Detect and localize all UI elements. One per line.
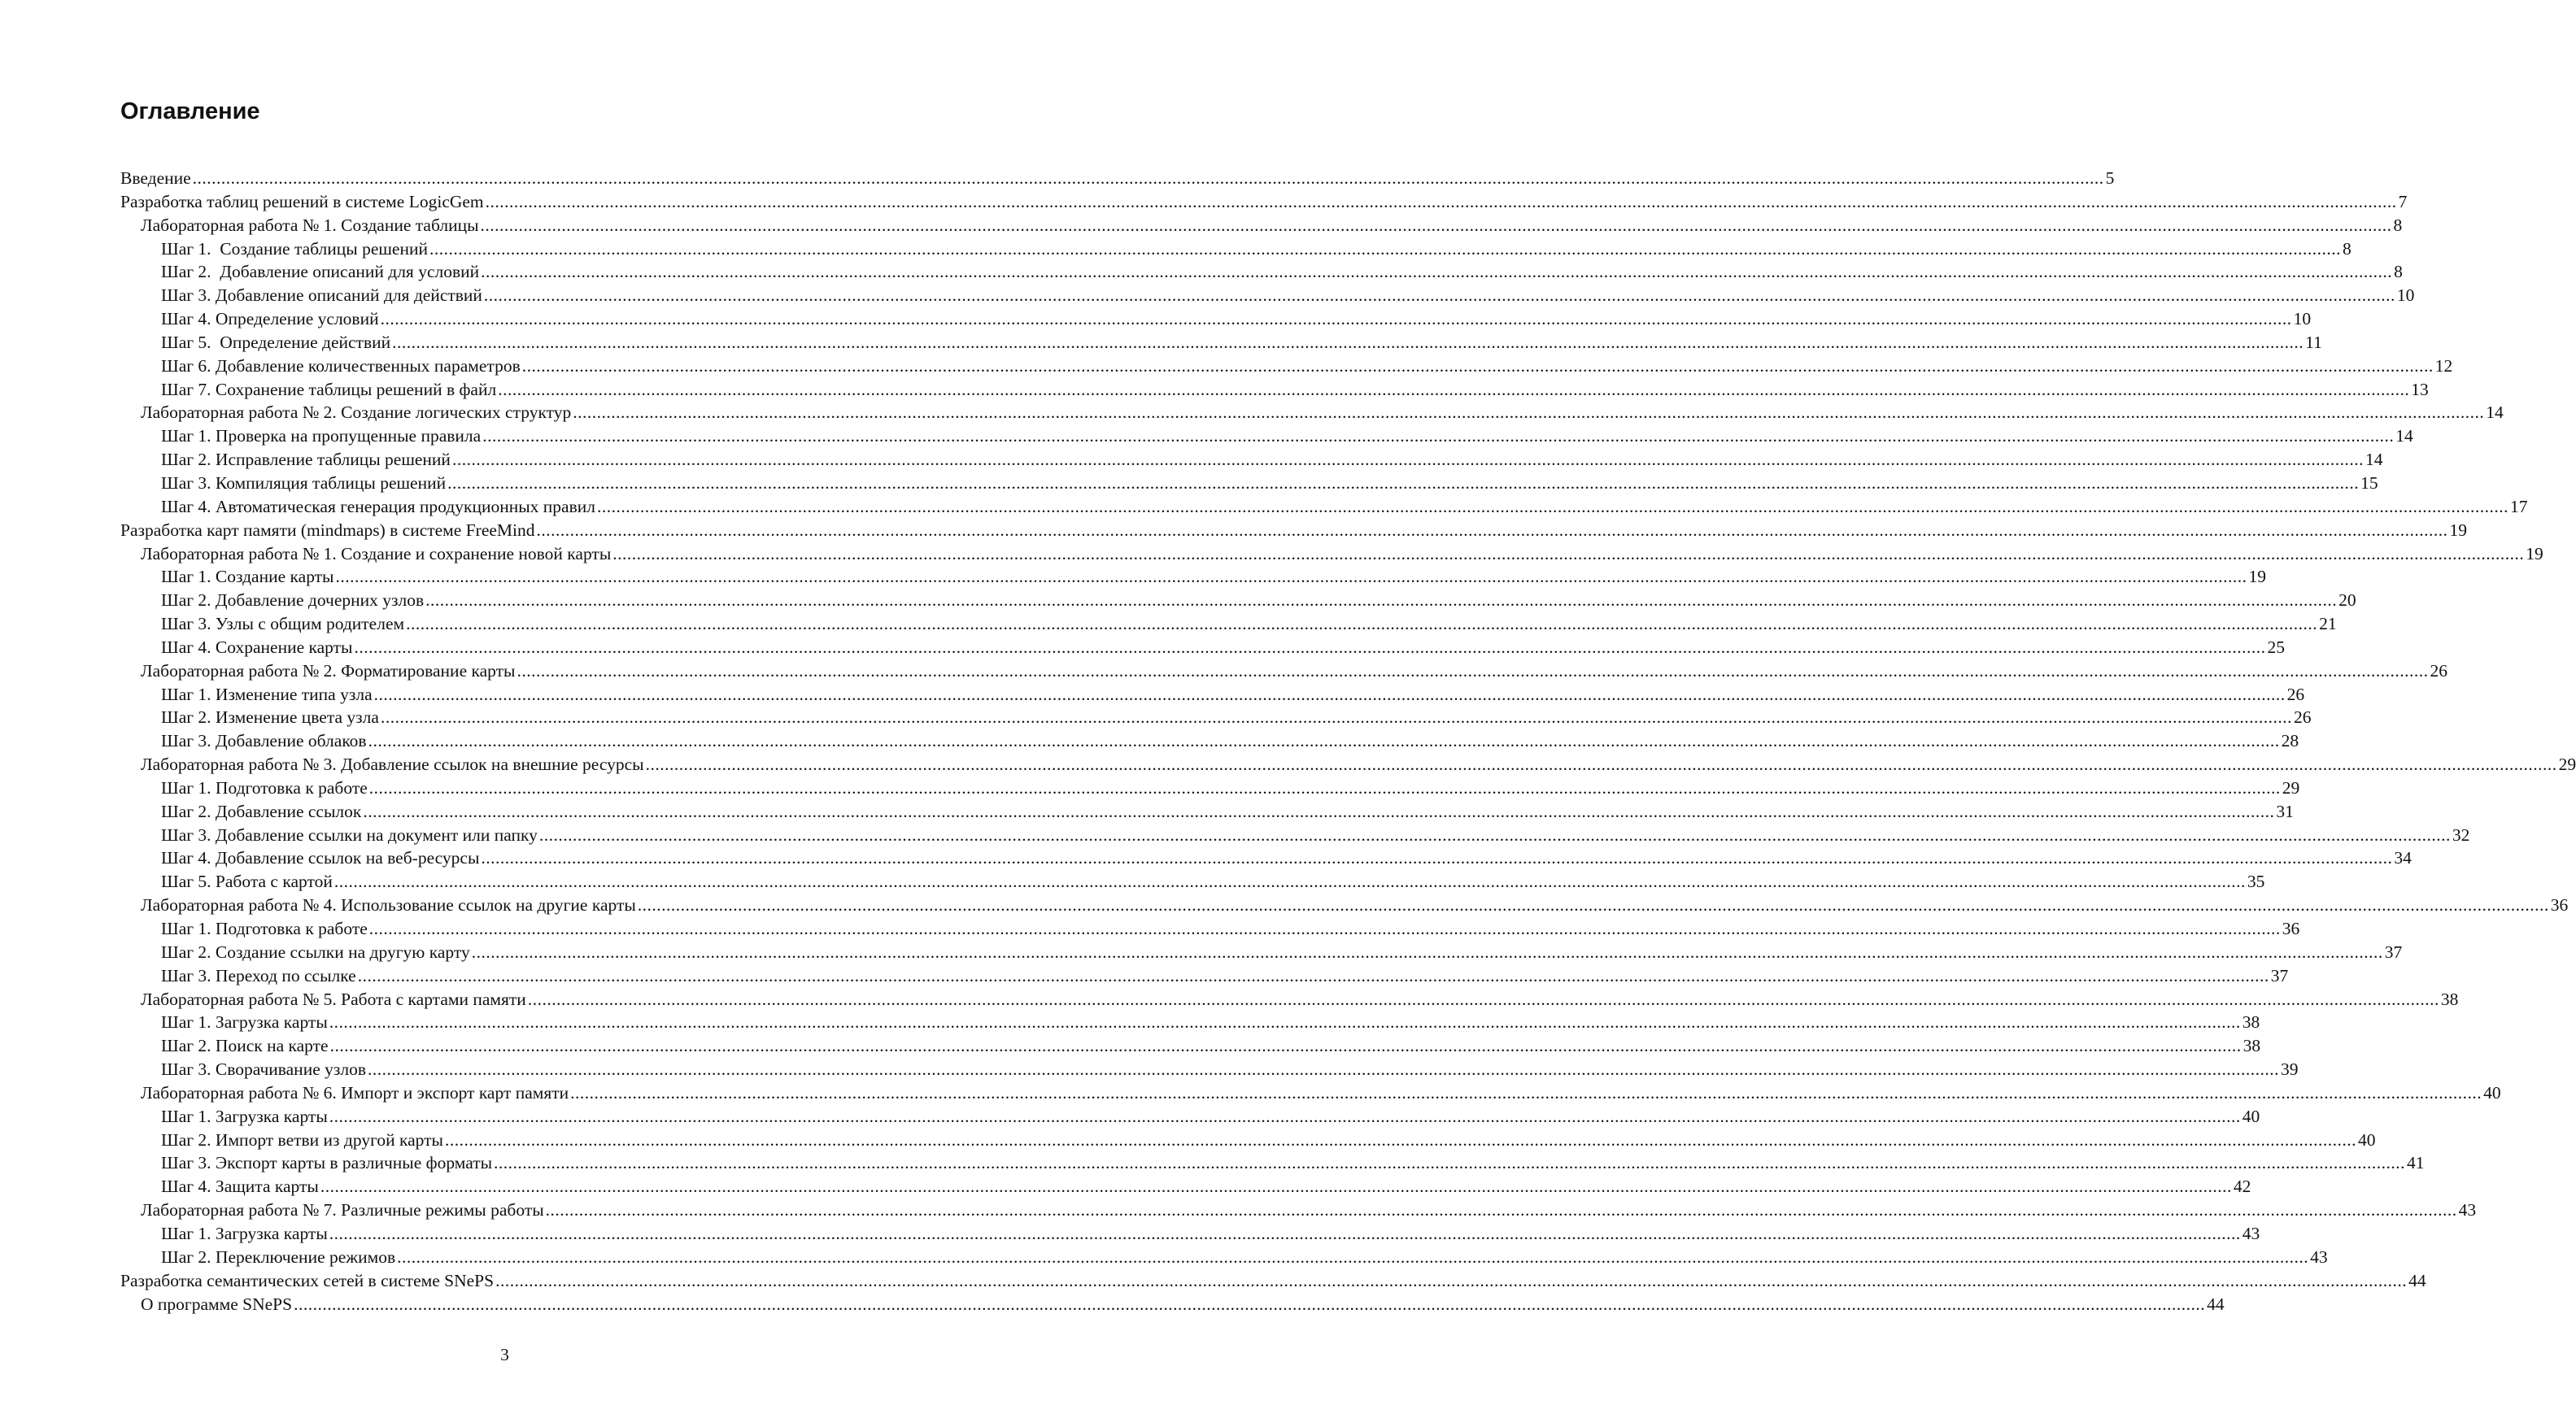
toc-entry-label: Шаг 4. Автоматическая генерация продукционных правил [161,496,595,516]
toc-entry[interactable] [120,846,2412,870]
toc-entry[interactable] [120,777,2300,800]
toc-entry-page: 39 [2281,1059,2299,1080]
dot-leader: ................................................................................................................................................................................................................................................................................................................................................................................................................ [527,989,2439,1009]
dot-leader: ................................................................................................................................................................................................................................................................................................................................................................................................................ [329,1012,2241,1033]
toc-entry[interactable] [120,1034,2261,1058]
dot-leader: ................................................................................................................................................................................................................................................................................................................................................................................................................ [192,168,2104,188]
dot-leader: ................................................................................................................................................................................................................................................................................................................................................................................................................ [294,1294,2206,1314]
toc-entry-page: 37 [2384,942,2403,962]
toc-entry-page: 14 [2395,426,2413,446]
toc-entry-label: Шаг 3. Добавление облаков [161,731,367,751]
toc-entry-page: 40 [2483,1082,2501,1103]
toc-entry-label: Шаг 2. Добавление дочерних узлов [161,590,425,611]
toc-entry-label: Лабораторная работа № 5. Работа с картами памяти [141,989,526,1009]
toc-entry-label: Шаг 2. Импорт ветви из другой карты [161,1129,443,1150]
dot-leader: ................................................................................................................................................................................................................................................................................................................................................................................................................ [494,1153,2406,1173]
toc-entry-label: Шаг 1. Загрузка карты [161,1106,328,1126]
dot-leader: ................................................................................................................................................................................................................................................................................................................................................................................................................ [368,1059,2279,1080]
toc-entry-page: 25 [2267,637,2285,657]
toc-entry[interactable] [120,1058,2299,1081]
toc-entry-label: Шаг 5. Работа с картой [161,872,333,892]
toc-entry-label: Разработка семантических сетей в системе SNePS [120,1270,495,1290]
toc-entry[interactable] [120,1293,2225,1316]
toc-entry-page: 11 [2305,332,2322,352]
toc-entry[interactable] [120,167,2115,190]
toc-entry-page: 21 [2319,614,2337,634]
toc-entry-label: Шаг 6. Добавление количественных параметров [161,355,521,376]
dot-leader: ................................................................................................................................................................................................................................................................................................................................................................................................................ [333,872,2246,892]
toc-entry-label: Шаг 1. Подготовка к работе [161,777,368,798]
toc-entry[interactable] [120,729,2299,753]
dot-leader: ................................................................................................................................................................................................................................................................................................................................................................................................................ [447,472,2360,493]
toc-entry-label: Шаг 1. Создание таблицы решений [161,238,428,259]
toc-entry[interactable] [120,636,2285,659]
toc-entry[interactable] [120,190,2408,214]
toc-entry-page: 19 [2449,520,2467,540]
toc-entry-page: 10 [2396,285,2415,306]
dot-leader: ................................................................................................................................................................................................................................................................................................................................................................................................................ [335,567,2247,587]
toc-entry[interactable] [120,1199,2477,1222]
dot-leader: ................................................................................................................................................................................................................................................................................................................................................................................................................ [425,590,2338,611]
page-number: 3 [500,1345,509,1364]
dot-leader: ................................................................................................................................................................................................................................................................................................................................................................................................................ [573,402,2485,423]
toc-entry-page: 35 [2247,872,2265,892]
toc-entry-label: Шаг 4. Добавление ссылок на веб-ресурсы [161,848,480,868]
toc-entry-label: Шаг 7. Сохранение таблицы решений в файл [161,379,497,399]
toc-entry-label: Шаг 2. Изменение цвета узла [161,707,379,728]
toc-entry-label: Шаг 2. Исправление таблицы решений [161,450,451,470]
toc-entry-label: Разработка карт памяти (mindmaps) в системе FreeMind [120,520,535,540]
toc-entry-label: Шаг 2. Поиск на карте [161,1036,329,1056]
toc-entry-label: Шаг 2. Переключение режимов [161,1246,396,1267]
dot-leader: ................................................................................................................................................................................................................................................................................................................................................................................................................ [481,262,2393,282]
toc-entry-page: 13 [2411,379,2429,399]
dot-leader: ................................................................................................................................................................................................................................................................................................................................................................................................................ [612,543,2525,563]
dot-leader: ................................................................................................................................................................................................................................................................................................................................................................................................................ [397,1246,2309,1267]
toc-entry-label: Лабораторная работа № 2. Форматирование карты [141,660,516,681]
toc-entry-page: 43 [2310,1246,2328,1267]
toc-entry-page: 8 [2342,238,2352,259]
toc-entry-label: О программе SNePS [141,1294,293,1314]
dot-leader: ................................................................................................................................................................................................................................................................................................................................................................................................................ [545,1200,2457,1220]
dot-leader: ................................................................................................................................................................................................................................................................................................................................................................................................................ [481,848,2393,868]
dot-leader: ................................................................................................................................................................................................................................................................................................................................................................................................................ [483,285,2395,306]
toc-entry-page: 12 [2434,355,2453,376]
toc-entry-page: 7 [2398,191,2408,211]
toc-entry-page: 38 [2243,1036,2261,1056]
toc-entry-label: Лабораторная работа № 6. Импорт и экспорт карт памяти [141,1082,569,1103]
toc-entry[interactable] [120,448,2383,472]
toc-entry-label: Лабораторная работа № 7. Различные режимы работы [141,1200,544,1220]
toc-entry[interactable] [120,1222,2260,1246]
dot-leader: ................................................................................................................................................................................................................................................................................................................................................................................................................ [495,1270,2408,1290]
toc-entry[interactable] [120,472,2378,495]
toc-entry-page: 10 [2293,309,2312,329]
toc-entry[interactable] [120,519,2467,542]
toc-entry-label: Шаг 2. Добавление ссылок [161,801,362,821]
toc-entry[interactable] [120,870,2265,894]
toc-entry-page: 5 [2105,168,2115,188]
toc-entry-page: 40 [2242,1106,2260,1126]
toc-entry-page: 36 [2550,895,2569,916]
toc-entry[interactable] [120,988,2459,1012]
dot-leader: ................................................................................................................................................................................................................................................................................................................................................................................................................ [596,496,2508,516]
toc-entry[interactable] [120,331,2322,355]
toc-entry-page: 19 [2526,543,2543,563]
toc-entry-label: Лабораторная работа № 2. Создание логических структур [141,402,572,423]
dot-leader: ................................................................................................................................................................................................................................................................................................................................................................................................................ [451,450,2364,470]
toc-entry[interactable] [120,1269,2426,1293]
toc-entry-page: 37 [2270,965,2289,985]
toc-entry[interactable] [120,542,2543,566]
toc-entry-label: Лабораторная работа № 1. Создание и сохранение новой карты [141,543,612,563]
dot-leader: ................................................................................................................................................................................................................................................................................................................................................................................................................ [329,1106,2241,1126]
toc-entry-page: 42 [2233,1177,2251,1197]
toc-entry[interactable] [120,1105,2260,1129]
dot-leader: ................................................................................................................................................................................................................................................................................................................................................................................................................ [354,637,2266,657]
toc-entry-page: 31 [2276,801,2294,821]
toc-entry-label: Шаг 1. Загрузка карты [161,1012,328,1033]
dot-leader: ................................................................................................................................................................................................................................................................................................................................................................................................................ [380,707,2292,728]
dot-leader: ................................................................................................................................................................................................................................................................................................................................................................................................................ [429,238,2341,259]
toc-entry-label: Шаг 2. Создание ссылки на другую карту [161,942,470,962]
dot-leader: ................................................................................................................................................................................................................................................................................................................................................................................................................ [320,1177,2232,1197]
dot-leader: ................................................................................................................................................................................................................................................................................................................................................................................................................ [645,755,2557,775]
toc-entry-page: 8 [2394,262,2403,282]
toc-entry-page: 38 [2440,989,2459,1009]
toc-entry[interactable] [120,214,2403,237]
dot-leader: ................................................................................................................................................................................................................................................................................................................................................................................................................ [373,684,2286,704]
toc-entry[interactable] [120,753,2576,777]
toc-entry[interactable] [120,424,2413,448]
dot-leader: ................................................................................................................................................................................................................................................................................................................................................................................................................ [485,191,2397,211]
dot-leader: ................................................................................................................................................................................................................................................................................................................................................................................................................ [471,942,2383,962]
dot-leader: ................................................................................................................................................................................................................................................................................................................................................................................................................ [368,731,2280,751]
toc-entry-label: Шаг 4. Сохранение карты [161,637,353,657]
toc-entry[interactable] [120,683,2305,707]
dot-leader: ................................................................................................................................................................................................................................................................................................................................................................................................................ [498,379,2410,399]
toc-entry-label: Шаг 3. Компиляция таблицы решений [161,472,447,493]
toc-entry-page: 44 [2207,1294,2225,1314]
dot-leader: ................................................................................................................................................................................................................................................................................................................................................................................................................ [380,309,2292,329]
toc-entry[interactable] [120,1081,2501,1105]
toc-entry[interactable] [120,307,2312,331]
toc-entry[interactable] [120,589,2356,612]
toc-entry-page: 17 [2509,496,2528,516]
toc-entry[interactable] [120,355,2453,378]
toc-entry-label: Шаг 1. Загрузка карты [161,1223,328,1243]
toc-entry-page: 38 [2242,1012,2260,1033]
toc-entry-page: 29 [2558,755,2576,775]
toc-entry[interactable] [120,284,2415,307]
toc-entry[interactable] [120,917,2300,941]
toc-entry-label: Шаг 3. Добавление описаний для действий [161,285,482,306]
toc-entry-label: Шаг 3. Экспорт карты в различные форматы [161,1153,493,1173]
toc-entry[interactable] [120,800,2294,824]
toc-entry-label: Шаг 3. Узлы с общим родителем [161,614,405,634]
toc-entry-label: Введение [120,168,191,188]
toc-entry-label: Шаг 1. Проверка на пропущенные правила [161,426,482,446]
toc-entry-label: Лабораторная работа № 1. Создание таблицы [141,215,479,235]
dot-leader: ................................................................................................................................................................................................................................................................................................................................................................................................................ [368,777,2281,798]
toc-entry-page: 29 [2282,777,2300,798]
dot-leader: ................................................................................................................................................................................................................................................................................................................................................................................................................ [363,801,2275,821]
toc-entry[interactable] [120,1175,2251,1199]
toc-entry-label: Шаг 4. Защита карты [161,1177,319,1197]
toc-entry-label: Разработка таблиц решений в системе LogicGem [120,191,484,211]
toc-entry-label: Шаг 1. Изменение типа узла [161,684,373,704]
toc-entry-label: Шаг 3. Переход по ссылке [161,965,356,985]
dot-leader: ................................................................................................................................................................................................................................................................................................................................................................................................................ [368,919,2281,938]
toc-entry-page: 19 [2248,567,2267,587]
toc-entry[interactable] [120,941,2403,964]
toc-entry[interactable] [120,1129,2376,1152]
toc-entry[interactable] [120,495,2528,519]
page-title: Оглавление [120,98,260,124]
toc-entry-label: Лабораторная работа № 4. Использование ссылок на другие карты [141,895,636,916]
toc-entry-label: Шаг 1. Создание карты [161,567,334,587]
toc-entry[interactable] [120,565,2267,589]
dot-leader: ................................................................................................................................................................................................................................................................................................................................................................................................................ [480,215,2392,235]
dot-leader: ................................................................................................................................................................................................................................................................................................................................................................................................................ [444,1129,2356,1150]
toc-entry-label: Шаг 3. Добавление ссылки на документ или папку [161,824,538,845]
toc-entry-page: 43 [2242,1223,2260,1243]
toc-entry-page: 36 [2282,919,2300,938]
toc-entry-page: 41 [2407,1153,2425,1173]
toc-entry-page: 14 [2486,402,2504,423]
toc-entry-label: Шаг 4. Определение условий [161,309,379,329]
dot-leader: ................................................................................................................................................................................................................................................................................................................................................................................................................ [536,520,2448,540]
toc-entry[interactable] [120,894,2569,917]
toc-entry[interactable] [120,260,2403,284]
dot-leader: ................................................................................................................................................................................................................................................................................................................................................................................................................ [329,1036,2242,1056]
toc-entry[interactable] [120,1246,2328,1269]
toc-entry[interactable] [120,612,2337,636]
dot-leader: ................................................................................................................................................................................................................................................................................................................................................................................................................ [392,332,2304,352]
toc-entry-label: Шаг 3. Сворачивание узлов [161,1059,366,1080]
toc-entry-page: 40 [2357,1129,2376,1150]
dot-leader: ................................................................................................................................................................................................................................................................................................................................................................................................................ [357,965,2269,985]
toc-entry-page: 43 [2458,1200,2477,1220]
toc-entry[interactable] [120,964,2289,988]
dot-leader: ................................................................................................................................................................................................................................................................................................................................................................................................................ [637,895,2549,916]
toc-entry-page: 34 [2394,848,2412,868]
toc-entry-label: Шаг 1. Подготовка к работе [161,919,368,938]
toc-entry-page: 44 [2408,1270,2426,1290]
dot-leader: ................................................................................................................................................................................................................................................................................................................................................................................................................ [521,355,2434,376]
dot-leader: ................................................................................................................................................................................................................................................................................................................................................................................................................ [538,824,2451,845]
dot-leader: ................................................................................................................................................................................................................................................................................................................................................................................................................ [329,1223,2241,1243]
toc-entry-label: Шаг 2. Добавление описаний для условий [161,262,480,282]
toc-entry[interactable] [120,378,2429,402]
toc-entry[interactable] [120,1151,2425,1175]
table-of-contents [120,167,2576,1316]
toc-entry[interactable] [120,706,2312,729]
toc-entry[interactable] [120,659,2447,683]
toc-entry-label: Лабораторная работа № 3. Добавление ссылок на внешние ресурсы [141,755,644,775]
dot-leader: ................................................................................................................................................................................................................................................................................................................................................................................................................ [517,660,2429,681]
toc-entry-page: 8 [2393,215,2403,235]
toc-entry-page: 32 [2452,824,2470,845]
toc-entry[interactable] [120,1011,2260,1034]
dot-leader: ................................................................................................................................................................................................................................................................................................................................................................................................................ [482,426,2395,446]
toc-entry[interactable] [120,237,2352,261]
dot-leader: ................................................................................................................................................................................................................................................................................................................................................................................................................ [570,1082,2482,1103]
toc-entry-page: 26 [2293,707,2312,728]
toc-entry-page: 28 [2281,731,2299,751]
toc-entry-label: Шаг 5. Определение действий [161,332,391,352]
dot-leader: ................................................................................................................................................................................................................................................................................................................................................................................................................ [406,614,2318,634]
toc-entry-page: 26 [2430,660,2447,681]
toc-entry-page: 26 [2286,684,2305,704]
toc-entry-page: 14 [2365,450,2383,470]
toc-entry-page: 20 [2338,590,2356,611]
toc-entry[interactable] [120,824,2470,847]
toc-entry[interactable] [120,401,2504,424]
toc-entry-page: 15 [2360,472,2378,493]
